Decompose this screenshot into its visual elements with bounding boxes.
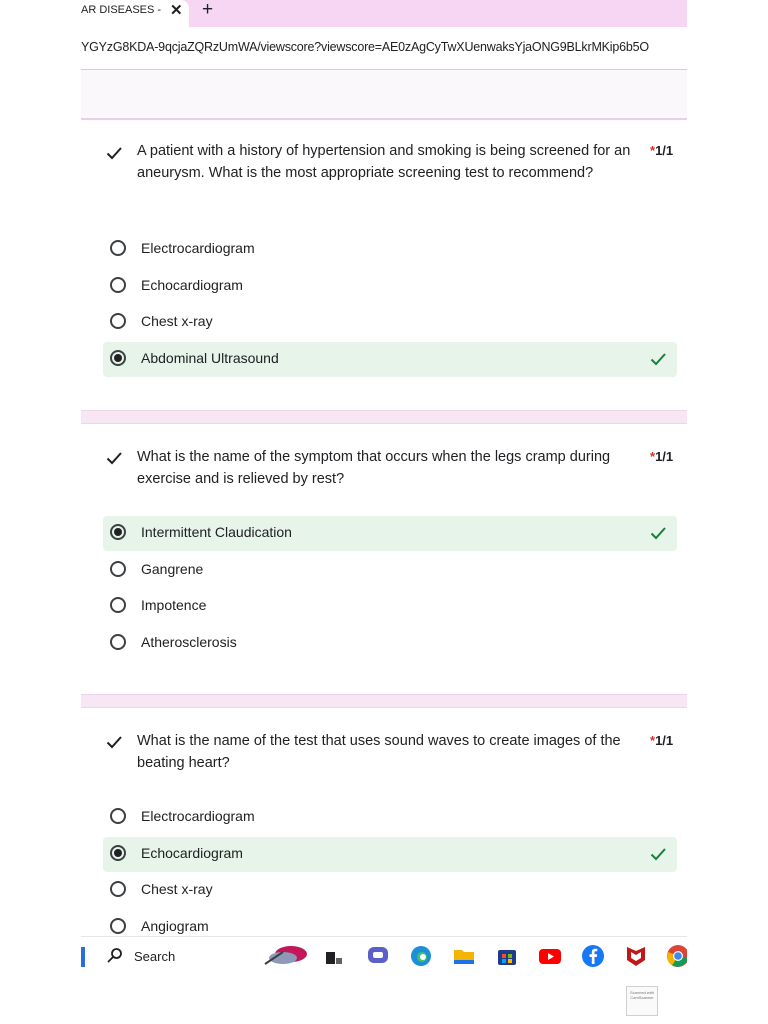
card-separator — [81, 694, 687, 708]
answer-option[interactable] — [103, 553, 677, 588]
option-correct-check-icon — [649, 524, 667, 542]
task-view-icon[interactable] — [322, 944, 346, 968]
question-score — [650, 143, 673, 158]
answer-option[interactable] — [103, 626, 677, 661]
new-tab-icon[interactable]: + — [202, 0, 214, 20]
screen — [81, 0, 687, 970]
option-label: Intermittent Claudication — [141, 524, 292, 540]
youtube-icon[interactable] — [538, 944, 562, 968]
taskbar — [81, 936, 687, 970]
score-value: 1/1 — [655, 733, 674, 748]
option-label: Echocardiogram — [141, 845, 243, 861]
answer-option[interactable] — [103, 269, 677, 304]
option-label: Chest x-ray — [141, 313, 213, 329]
camscanner-watermark — [626, 986, 658, 1016]
option-correct-check-icon — [649, 845, 667, 863]
question-score — [650, 449, 673, 464]
option-label: Abdominal Ultrasound — [141, 350, 279, 366]
browser-tab-strip — [81, 0, 687, 27]
chat-icon[interactable] — [366, 944, 390, 968]
address-bar[interactable] — [81, 27, 687, 70]
question-score — [650, 733, 673, 748]
required-star: * — [650, 449, 656, 464]
radio-empty-icon[interactable] — [110, 881, 126, 897]
score-value: 1/1 — [655, 449, 674, 464]
question-text: What is the name of the symptom that occurs when the legs cramp during exercise and is relieved by rest? — [137, 449, 611, 487]
radio-empty-icon[interactable] — [110, 277, 126, 293]
option-label: Impotence — [141, 597, 207, 613]
option-correct-check-icon — [649, 350, 667, 368]
answer-option[interactable] — [103, 837, 677, 872]
option-label: Electrocardiogram — [141, 808, 255, 824]
taskbar-search-label[interactable]: Search — [134, 949, 176, 964]
tab-title: AR DISEASES - — [81, 4, 162, 16]
search-icon[interactable] — [107, 947, 123, 963]
answer-option[interactable] — [103, 305, 677, 340]
radio-empty-icon[interactable] — [110, 597, 126, 613]
watermark-text: Scanned with CamScanner — [629, 990, 654, 1000]
answer-option[interactable] — [103, 873, 677, 908]
option-label: Gangrene — [141, 561, 204, 577]
radio-empty-icon[interactable] — [110, 808, 126, 824]
file-explorer-icon[interactable] — [452, 944, 476, 968]
start-edge — [81, 947, 85, 967]
score-value: 1/1 — [655, 143, 674, 158]
browser-tab[interactable] — [81, 0, 189, 27]
option-label: Angiogram — [141, 918, 209, 934]
radio-empty-icon[interactable] — [110, 313, 126, 329]
required-star: * — [650, 733, 656, 748]
option-label: Atherosclerosis — [141, 634, 237, 650]
radio-empty-icon[interactable] — [110, 918, 126, 934]
mcafee-icon[interactable] — [624, 944, 648, 968]
widgets-icon[interactable] — [261, 944, 311, 968]
chrome-icon[interactable] — [666, 944, 687, 968]
radio-empty-icon[interactable] — [110, 561, 126, 577]
radio-empty-icon[interactable] — [110, 240, 126, 256]
question-text: A patient with a history of hypertension and smoking is being screened for an aneurysm. What is the most appropriate screening test to recommend? — [137, 143, 631, 181]
required-star: * — [650, 143, 656, 158]
correct-answer-icon — [105, 144, 123, 162]
facebook-icon[interactable] — [581, 944, 605, 968]
radio-selected-icon[interactable] — [110, 845, 126, 861]
url-text[interactable]: YGYzG8KDA-9qcjaZQRzUmWA/viewscore?viewscore=AE0zAgCyTwXUenwaksYjaONG9BLkrMKip6b5O — [81, 40, 649, 54]
radio-selected-icon[interactable] — [110, 350, 126, 366]
option-label: Electrocardiogram — [141, 240, 255, 256]
card-separator — [81, 410, 687, 424]
answer-option[interactable] — [103, 800, 677, 835]
close-tab-icon[interactable]: ✕ — [170, 2, 183, 19]
edge-icon[interactable] — [409, 944, 433, 968]
answer-option[interactable] — [103, 516, 677, 551]
correct-answer-icon — [105, 733, 123, 751]
section-divider — [81, 118, 687, 120]
answer-option[interactable] — [103, 589, 677, 624]
question-text: What is the name of the test that uses sound waves to create images of the beating heart? — [137, 733, 621, 771]
option-label: Echocardiogram — [141, 277, 243, 293]
store-icon[interactable] — [495, 944, 519, 968]
radio-selected-icon[interactable] — [110, 524, 126, 540]
radio-empty-icon[interactable] — [110, 634, 126, 650]
option-label: Chest x-ray — [141, 881, 213, 897]
answer-option[interactable] — [103, 232, 677, 267]
correct-answer-icon — [105, 449, 123, 467]
answer-option[interactable] — [103, 342, 677, 377]
